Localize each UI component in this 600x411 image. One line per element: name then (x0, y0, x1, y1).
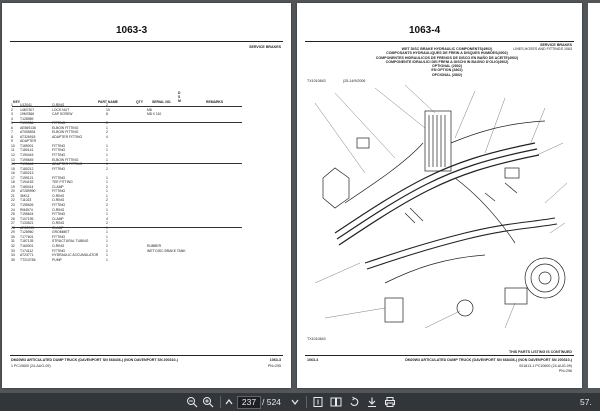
table-cell: PUMP (52, 257, 62, 262)
download-icon (366, 396, 378, 408)
table-cell: 1 (106, 162, 108, 167)
print-button[interactable] (384, 396, 396, 408)
table-row (11, 258, 197, 263)
table-cell: 10 (11, 143, 15, 148)
continued-note: THIS PARTS LISTING IS CONTINUED (508, 350, 572, 354)
table-cell: 2 (106, 243, 108, 248)
figure-ref: TX1010843 (307, 79, 326, 83)
zoom-in-button[interactable] (202, 396, 214, 408)
table-cell: 21 (11, 193, 15, 198)
figure-titles: WET DISC BRAKE HYDRAULIC COMPONENTS(4902) COMPOSANTS HYDRAULIQUES DE FREIN A DISQUES HUMIDES(4902) COMPONENTES HIDRAULICOS DE FRENOS DE DISCO EN BAÑO DE ACEITE(4902) COMPONENTE IDRAULICI DEI FRENI A DISCHI IN BAGNO D'OLIO(4902) OPTIONAL (2802) EN OPTION (2802) OPCIONAL (2802) (375, 47, 519, 77)
subsection-title: LINES,HOSES AND FITTINGS 1063 (513, 47, 572, 51)
col-qty: QTY (136, 100, 143, 104)
figure-date: (25-14/9/2006 (343, 79, 366, 83)
table-cell: 26 (11, 216, 15, 221)
footer-date: 001813-1 PC10600 (24-AUG-09) (519, 364, 572, 368)
table-cell: 11 (11, 148, 15, 153)
table-cell: AE569136 (20, 125, 36, 130)
table-cell: AR89915 (20, 225, 35, 230)
table-cell: ADAPTER FITTING (52, 162, 83, 167)
chevron-down-icon (290, 396, 300, 408)
pdf-toolbar (0, 393, 600, 411)
table-cell: 10 (106, 107, 110, 112)
table-cell: HYDRAULIC ACCUMULATOR (52, 253, 99, 258)
table-cell: 14M7307 (20, 107, 35, 112)
table-cell: 3 (11, 112, 13, 117)
table-cell: FITTING (52, 166, 66, 171)
table-cell: T199121 (20, 175, 34, 180)
footer-rule (10, 355, 283, 356)
two-page-icon (330, 396, 342, 408)
table-cell: 1 (106, 143, 108, 148)
table-cell: ADAPTER FITTING (52, 134, 83, 139)
table-cell: 19 (11, 184, 15, 189)
table-cell: CLAMP (52, 225, 64, 230)
next-page-peek (588, 3, 600, 388)
table-cell: T174112 (20, 248, 34, 253)
table-cell: T190443 (20, 153, 34, 158)
table-cell: 2 (106, 166, 108, 171)
table-cell: 15 (11, 166, 15, 171)
table-cell: M8 (147, 107, 152, 112)
table-cell: 1 (106, 230, 108, 235)
table-cell: CLAMP (52, 184, 64, 189)
table-cell: AT289990 (20, 189, 36, 194)
table-cell: 1 (106, 157, 108, 162)
table-cell: T160001 (20, 243, 34, 248)
table-cell: 1 (106, 148, 108, 153)
table-cell: T180212 (20, 166, 34, 171)
table-cell: T195645 (20, 157, 34, 162)
footer-title: DM20W3 ARTICULATED DUMP TRUCK (DAVENPORT SN 668436-) (NON DAVENPORT SN 200310-) (11, 358, 178, 362)
table-cell: O-RING (52, 198, 65, 203)
table-cell: 19M7866 (20, 112, 35, 117)
table-cell: CLAMP (52, 216, 64, 221)
table-cell: FITTING (52, 189, 66, 194)
toolbar-separator (306, 396, 307, 408)
table-cell: T11023 (20, 198, 32, 203)
table-cell: ELBOW FITTING (52, 157, 79, 162)
table-cell: AT055834 (20, 130, 36, 135)
table-cell: LOCK NUT (52, 107, 70, 112)
table-cell: 9 (11, 139, 13, 144)
table-cell: FITTING (52, 212, 66, 217)
footer-rule (305, 355, 574, 356)
download-button[interactable] (366, 396, 378, 408)
table-cell: T195646 (20, 162, 34, 167)
page-number: 1063-3 (116, 25, 148, 36)
col-part-name: PART NAME (98, 100, 118, 104)
col-serial: SERIAL NO. (152, 100, 172, 104)
header-rule (10, 41, 283, 42)
table-cell: GROMMET (52, 230, 70, 235)
table-cell: 1 (106, 257, 108, 262)
table-cell: 35 (11, 257, 15, 262)
table-cell: 2 (106, 198, 108, 203)
table-cell: 1 (106, 253, 108, 258)
page-number-input[interactable]: 237 (237, 396, 261, 409)
table-cell: 5 (11, 121, 13, 126)
exploded-view-diagram (305, 83, 573, 333)
table-cell: 1 (106, 189, 108, 194)
footer-page-number: 1063-3 (269, 358, 281, 362)
table-cell: 34 (11, 253, 15, 258)
zoom-in-icon (202, 396, 214, 408)
table-cell: O-RING (52, 103, 65, 107)
table-cell: 2 (106, 103, 108, 107)
table-cell: 2 (11, 107, 13, 112)
table-cell: O-RING (52, 243, 65, 248)
table-cell: 1 (106, 125, 108, 130)
table-cell: 13 (11, 157, 15, 162)
table-cell: U12041 (20, 103, 32, 107)
table-cell: T180141 (20, 148, 34, 153)
table-cell: 23 (11, 203, 15, 208)
table-cell: 28 (11, 225, 15, 230)
table-cell: 31 (11, 239, 15, 244)
table-cell: O-RING (52, 207, 65, 212)
footer-page-number: 1063-4 (307, 358, 319, 362)
table-cell: FITTING (52, 248, 66, 253)
print-icon (384, 396, 396, 408)
table-cell: 1 (106, 207, 108, 212)
table-cell: 4 (106, 134, 108, 139)
table-cell: O-RING (52, 221, 65, 226)
table-cell: 1 (106, 175, 108, 180)
figure-ref-bottom: TX1010843 (307, 337, 326, 341)
table-cell: 2 (106, 184, 108, 189)
table-cell: 16 (11, 171, 15, 176)
table-cell: 36K11 (20, 193, 30, 198)
table-cell: 24 (11, 207, 15, 212)
table-cell: 14 (11, 162, 15, 167)
table-cell: FITTING (52, 203, 66, 208)
table-cell: 8 (11, 134, 13, 139)
footer-pn: PN=296 (558, 369, 572, 373)
table-cell: 2 (106, 203, 108, 208)
table-cell: 2 (106, 121, 108, 126)
header-rule (305, 41, 574, 42)
table-cell: 1 (106, 234, 108, 239)
chevron-up-icon (224, 396, 234, 408)
prev-page-button[interactable] (224, 396, 234, 408)
table-cell: M8 X 110 (147, 112, 162, 117)
table-cell: T107195 (20, 216, 34, 221)
table-cell: 1 (11, 103, 13, 107)
section-title: SERVICE BRAKES (249, 45, 281, 49)
table-cell: RM4574 (20, 207, 33, 212)
table-cell: 1 (106, 225, 108, 230)
table-cell: FITTING (52, 143, 66, 148)
table-cell: 17 (11, 175, 15, 180)
col-remarks: REMARKS (206, 100, 224, 104)
table-cell: 27 (11, 221, 15, 226)
table-cell: 6 (11, 125, 13, 130)
footer-title: DM20W3 ARTICULATED DUMP TRUCK (DAVENPORT SN 668436-) (NON DAVENPORT SN 200310-) (405, 358, 572, 362)
rotate-button[interactable] (348, 396, 360, 408)
next-page-button[interactable] (290, 396, 300, 408)
parts-table (11, 103, 197, 262)
table-cell: T187135 (20, 239, 34, 244)
table-cell: 4 (11, 116, 13, 121)
zoom-level[interactable]: 57. (580, 397, 592, 407)
table-cell: 20 (11, 189, 15, 194)
table-cell: TT210786 (20, 257, 36, 262)
table-cell: 1 (106, 248, 108, 253)
col-key: KEY (13, 100, 20, 104)
table-cell: T195626 (20, 203, 34, 208)
table-cell: T128989 (20, 116, 34, 121)
table-cell: AT326918 (20, 134, 36, 139)
table-cell: 25 (11, 212, 15, 217)
rotate-icon (348, 396, 360, 408)
section-title: SERVICE BRAKES (540, 43, 572, 47)
table-cell: ELBOW FITTING (52, 125, 79, 130)
table-cell: 30 (11, 234, 15, 239)
table-cell: T128960 (20, 230, 34, 235)
table-cell: T180213 (20, 171, 34, 176)
fit-page-icon (312, 396, 324, 408)
table-cell: AT23771 (20, 253, 34, 258)
table-cell: TEE FITTING (52, 180, 73, 185)
table-cell: FITTING (52, 234, 66, 239)
table-cell: WET DISC BRAKE TANK (147, 248, 186, 253)
table-cell: T199986 (20, 121, 34, 126)
table-cell (147, 258, 197, 263)
table-cell: FITTING (52, 148, 66, 153)
table-cell: FITTING (52, 175, 66, 180)
table-cell: STRUCTURAL TUBING (52, 239, 89, 244)
table-cell: CAP SCREW (52, 112, 73, 117)
table-cell (122, 258, 147, 263)
table-cell: 4 (106, 216, 108, 221)
table-cell: T189001 (20, 143, 34, 148)
fit-page-button[interactable] (312, 396, 324, 408)
table-cell: 12 (11, 153, 15, 158)
table-cell: T177601 (20, 234, 34, 239)
table-cell: RUBBER (147, 243, 162, 248)
table-cell: FITTING (52, 153, 66, 158)
table-cell: T133521 (20, 221, 34, 226)
table-cell: ELBOW FITTING (52, 130, 79, 135)
left-page (2, 3, 291, 388)
col-codes: D S M (178, 91, 181, 103)
footer-pn: PN=295 (267, 364, 281, 368)
table-cell: T195624 (20, 212, 34, 217)
table-cell: T180414 (20, 184, 34, 189)
page-total: / 524 (262, 397, 281, 407)
footer-date: 1 PC10600 (24-AUG-09) (11, 364, 51, 368)
table-cell: ADAPTER (20, 139, 37, 144)
table-cell: 1 (106, 212, 108, 217)
two-page-button[interactable] (330, 396, 342, 408)
zoom-out-icon (186, 396, 198, 408)
table-cell: 32 (11, 243, 15, 248)
table-cell: 2 (106, 130, 108, 135)
zoom-out-button[interactable] (186, 396, 198, 408)
toolbar-separator (220, 396, 221, 408)
table-cell: 8 (106, 112, 108, 117)
table-cell: 18 (11, 180, 15, 185)
table-cell: T194153 (20, 180, 34, 185)
table-cell: 7 (11, 130, 13, 135)
table-cell: 1 (106, 193, 108, 198)
table-cell: 22 (11, 198, 15, 203)
table-cell: 2 (106, 221, 108, 226)
table-cell: FITTING (52, 121, 66, 126)
right-page (297, 3, 582, 388)
page-number: 1063-4 (409, 25, 441, 36)
table-cell: 1 (106, 239, 108, 244)
table-cell: 29 (11, 230, 15, 235)
table-cell: O-RING (52, 193, 65, 198)
table-cell: 33 (11, 248, 15, 253)
table-cell: 1 (106, 153, 108, 158)
table-cell: 1 (106, 180, 108, 185)
